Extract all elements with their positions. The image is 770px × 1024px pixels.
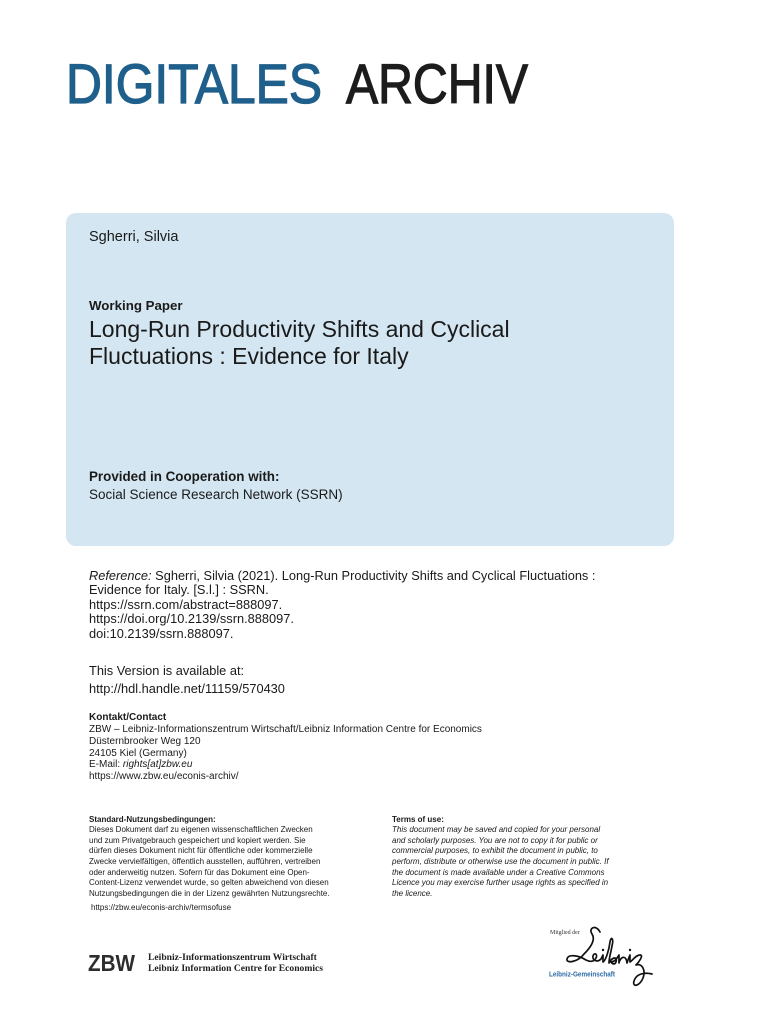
institution-name-german: Leibniz-Informationszentrum Wirtschaft xyxy=(148,951,317,963)
reference-line xyxy=(89,569,595,584)
terms-german-line: Zwecke vervielfältigen, öffentlich ausstellen, aufführen, vertreiben xyxy=(89,857,321,867)
leibniz-gemeinschaft-label: Leibniz-Gemeinschaft xyxy=(549,971,616,979)
email-link[interactable]: rights[at]zbw.eu xyxy=(122,759,193,771)
terms-german-line: Content-Lizenz verwendet wurde, so gelten abweichend von diesen xyxy=(89,878,329,888)
terms-english-line: This document may be saved and copied for your personal xyxy=(392,825,601,835)
contact-email-line xyxy=(89,759,482,771)
logo-word-archiv: ARCHIV xyxy=(346,52,529,115)
doi-text[interactable]: doi:10.2139/ssrn.888097. xyxy=(89,625,234,641)
cooperation-partner: Social Science Research Network (SSRN) xyxy=(89,487,343,503)
terms-english-line: commercial purposes, to exhibit the document in public, to xyxy=(392,846,598,856)
terms-german-line: dürfen dieses Dokument nicht für öffentliche oder kommerzielle xyxy=(89,846,313,856)
terms-german-heading: Standard-Nutzungsbedingungen: xyxy=(89,814,216,824)
reference-line: Evidence for Italy. [S.l.] : SSRN. xyxy=(89,582,269,598)
terms-english-line: and scholarly purposes. You are not to copy it for public or xyxy=(392,835,598,845)
zbw-logo-text: ZBW xyxy=(88,950,136,976)
reference-label: Reference: xyxy=(89,567,152,583)
terms-german-line: Dieses Dokument darf zu eigenen wissenschaftlichen Zwecken xyxy=(89,825,313,835)
contact-heading: Kontakt/Contact xyxy=(89,712,167,724)
institution-name xyxy=(148,952,323,974)
cooperation-block xyxy=(89,468,343,504)
digitales-archiv-logo xyxy=(0,0,770,130)
contact-city: 24105 Kiel (Germany) xyxy=(89,747,187,759)
availability-block xyxy=(89,662,285,698)
terms-english-line: Licence you may exercise further usage rights as specified in xyxy=(392,878,609,888)
terms-english-line: the licence. xyxy=(392,888,433,898)
terms-german-line: und zum Privatgebrauch gespeichert und kopiert werden. Sie xyxy=(89,835,306,845)
logo-word-digitales: DIGITALES xyxy=(66,52,322,115)
institution-name-english: Leibniz Information Centre for Economics xyxy=(148,962,323,974)
terms-english xyxy=(392,815,609,900)
citation-text: Sgherri, Silvia (2021). Long-Run Productivity Shifts and Cyclical Fluctuations : xyxy=(155,567,596,583)
contact-street: Düsternbrooker Weg 120 xyxy=(89,735,201,747)
email-label: E-Mail: xyxy=(89,759,121,771)
contact-organization: ZBW – Leibniz-Informationszentrum Wirtschaft/Leibniz Information Centre for Economics xyxy=(89,724,482,736)
ssrn-abstract-link[interactable]: https://ssrn.com/abstract=888097. xyxy=(89,596,283,612)
leibniz-gemeinschaft-logo xyxy=(540,920,660,1000)
member-of-label: Mitglied der xyxy=(550,930,580,936)
availability-label: This Version is available at: xyxy=(89,663,245,679)
document-type: Working Paper xyxy=(89,298,183,314)
zbw-logo xyxy=(80,945,140,980)
terms-german xyxy=(89,815,330,900)
cooperation-label: Provided in Cooperation with: xyxy=(89,469,280,485)
terms-german-line: Nutzungsbedingungen die in der Lizenz gewährten Nutzungsrechte. xyxy=(89,888,330,898)
reference-block xyxy=(89,569,595,642)
terms-of-use-link[interactable]: https://zbw.eu/econis-archiv/termsofuse xyxy=(91,902,232,912)
contact-block xyxy=(89,712,482,783)
contact-website-link[interactable]: https://www.zbw.eu/econis-archiv/ xyxy=(89,771,239,783)
terms-english-line: the document is made available under a Creative Commons xyxy=(392,867,605,877)
document-title: Long-Run Productivity Shifts and Cyclical Fluctuations : Evidence for Italy xyxy=(89,315,510,369)
handle-link[interactable]: http://hdl.handle.net/11159/570430 xyxy=(89,681,285,697)
author: Sgherri, Silvia xyxy=(89,228,179,245)
record-panel xyxy=(66,213,674,546)
doi-url-link[interactable]: https://doi.org/10.2139/ssrn.888097. xyxy=(89,611,294,627)
terms-german-line: oder anderweitig nutzen. Sofern für das Dokument eine Open- xyxy=(89,867,310,877)
terms-english-heading: Terms of use: xyxy=(392,814,444,824)
terms-english-line: perform, distribute or otherwise use the document in public. If xyxy=(392,857,609,867)
